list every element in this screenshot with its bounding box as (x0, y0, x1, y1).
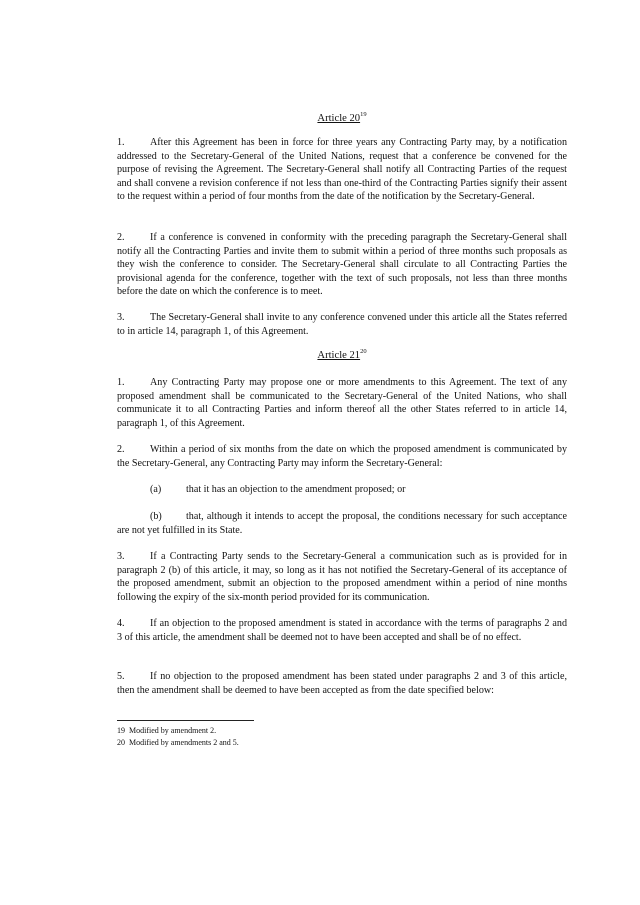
article-21-paragraph-3 (117, 550, 567, 604)
paragraph-text: Any Contracting Party may propose one or more amendments to this Agreement. The text of any proposed amendment shall be communicated to the Secretary-General of the United Nations, who shall communicate it to all Contracting Parties and inform thereof all the other States referred to in article 14, paragraph 1, of this Agreement. (117, 377, 567, 429)
footnote-number: 19 (117, 726, 125, 735)
footnote-ref-20[interactable]: 20 (360, 348, 367, 355)
article-21-title: Article 21 (317, 350, 361, 361)
article-21-paragraph-2 (117, 443, 567, 470)
paragraph-number: 3. (117, 312, 125, 323)
article-21-paragraph-1 (117, 376, 567, 430)
article-20-title: Article 20 (317, 113, 361, 124)
subparagraph-label: (b) (150, 511, 162, 522)
paragraph-text: If no objection to the proposed amendment has been stated under paragraphs 2 and 3 of this article, then the amendment shall be deemed to have been accepted as from the date specified below: (117, 671, 567, 696)
footnote-text: Modified by amendment 2. (129, 726, 217, 735)
subparagraph-text: that, although it intends to accept the proposal, the conditions necessary for such acceptance are not yet fulfilled in its State. (117, 511, 567, 536)
paragraph-number: 4. (117, 618, 125, 629)
footnote-20 (117, 738, 239, 748)
footnote-separator (117, 720, 254, 721)
paragraph-number: 5. (117, 671, 125, 682)
paragraph-text: If a Contracting Party sends to the Secretary-General a communication such as is provided for in paragraph 2 (b) of this article, it may, so long as it has not notified the Secretary-General of its acceptance of the proposed amendment, submit an objection to the proposed amendment within a period of nine months following the expiry of the six-month period provided for its communication. (117, 551, 567, 603)
paragraph-number: 2. (117, 232, 125, 243)
subparagraph-text: that it has an objection to the amendment proposed; or (186, 484, 406, 495)
paragraph-text: If a conference is convened in conformity with the preceding paragraph the Secretary-General shall notify all the Contracting Parties and invite them to submit within a period of three months such proposals as they wish the conference to consider. The Secretary-General shall circulate to all Contracting Parties the provisional agenda for the conference, together with the text of such proposals, not less than three months before the date on which the conference is to meet. (117, 232, 567, 298)
paragraph-text: The Secretary-General shall invite to any conference convened under this article all the States referred to in article 14, paragraph 1, of this Agreement. (117, 312, 567, 337)
article-21-paragraph-5 (117, 670, 567, 697)
article-20-heading (117, 111, 567, 124)
article-21-paragraph-4 (117, 617, 567, 644)
paragraph-text: If an objection to the proposed amendment is stated in accordance with the terms of paragraphs 2 and 3 of this article, the amendment shall be deemed not to have been accepted and shall be of no effect. (117, 618, 567, 643)
footnote-text: Modified by amendments 2 and 5. (129, 738, 239, 747)
article-20-paragraph-2 (117, 231, 567, 299)
footnote-number: 20 (117, 738, 125, 747)
paragraph-number: 1. (117, 137, 125, 148)
article-21-subparagraph-a (117, 483, 567, 497)
article-20-paragraph-3 (117, 311, 567, 338)
article-21-heading (117, 348, 567, 361)
footnote-ref-19[interactable]: 19 (360, 111, 367, 118)
article-21-subparagraph-b (117, 510, 567, 537)
paragraph-number: 1. (117, 377, 125, 388)
paragraph-text: After this Agreement has been in force for three years any Contracting Party may, by a notification addressed to the Secretary-General of the United Nations, request that a conference be convened for the purpose of revising the Agreement. The Secretary-General shall notify all Contracting Parties of the request and shall convene a revision conference if not less than one-third of the Contracting Parties signify their assent to the request within a period of four months from the date of the notification by the Secretary-General. (117, 137, 567, 203)
paragraph-text: Within a period of six months from the date on which the proposed amendment is communicated by the Secretary-General, any Contracting Party may inform the Secretary-General: (117, 444, 567, 469)
paragraph-number: 3. (117, 551, 125, 562)
paragraph-number: 2. (117, 444, 125, 455)
footnote-19 (117, 726, 216, 736)
subparagraph-label: (a) (150, 484, 162, 495)
article-20-paragraph-1 (117, 136, 567, 204)
